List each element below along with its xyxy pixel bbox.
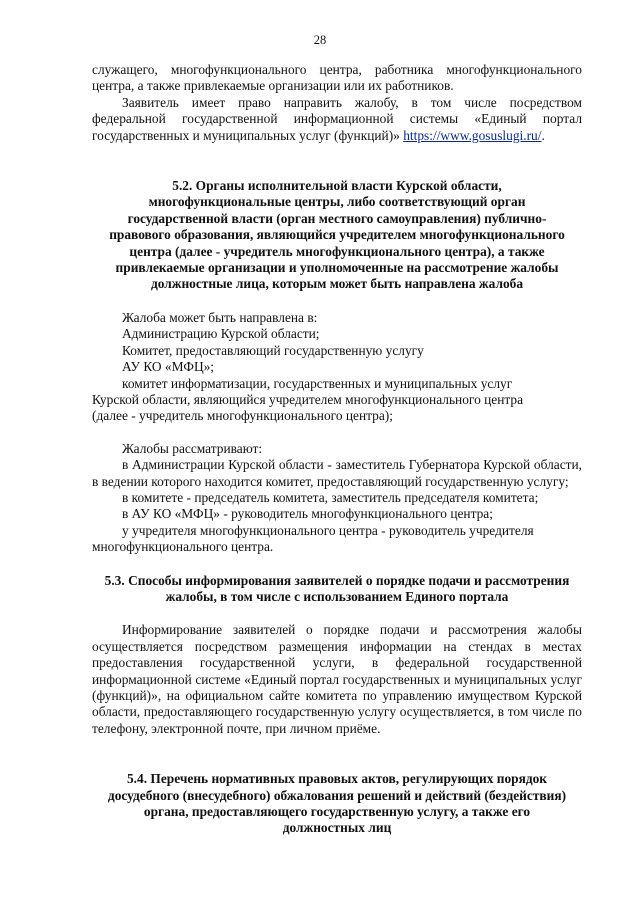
list-item: в комитете - председатель комитета, заместитель председателя комитета; — [122, 489, 539, 505]
list-item: у учредителя многофункционального центра - руководитель учредителя — [122, 522, 534, 538]
spacer — [92, 425, 582, 441]
heading-line: правового образования, являющийся учредителем многофункционального — [109, 227, 565, 243]
list-item-continuation: многофункционального центра. — [92, 539, 274, 555]
heading-line: жалобы, в том числе с использованием Единого портала — [165, 588, 509, 604]
section-5-3-body: Информирование заявителей о порядке подачи и рассмотрения жалобы осуществляется посредством размещения информации на стендах в местах предоставления государственной услуги, в федеральной государственной информационной системе «Единый портал государственных и муниципальных услуг (функций)», на официальном сайте комитета по управлению имуществом Курской области, предоставляющего государственную услугу осуществляется, в том числе по телефону, электронной почте, при личном приёме. — [92, 622, 582, 736]
list-item: Жалоба может быть направлена в: — [122, 309, 318, 325]
list-item: комитет информатизации, государственных и муниципальных услуг — [122, 375, 513, 391]
section-5-3-heading — [92, 573, 582, 606]
heading-line: должностные лица, которым может быть направлена жалоба — [150, 276, 524, 292]
list-item-continuation: Курской области, являющийся учредителем многофункционального центра — [92, 391, 524, 407]
section-5-4-heading — [92, 771, 582, 837]
heading-line: 5.4. Перечень нормативных правовых актов, регулирующих порядок — [126, 771, 548, 787]
intro-paragraph-2-tail: . — [541, 127, 545, 143]
spacer — [92, 605, 582, 622]
page-number: 28 — [313, 33, 327, 47]
intro-paragraph-2-text: Заявитель имеет право направить жалобу, в том числе посредством федеральной государственной информационной системы «Единый портал государственных и муниципальных услуг (функций)» — [92, 94, 582, 143]
spacer — [92, 737, 582, 771]
spacer — [92, 144, 582, 178]
heading-line: 5.3. Способы информирования заявителей о порядке подачи и рассмотрения — [104, 572, 570, 588]
complaint-destination-list — [92, 310, 582, 425]
gosuslugi-link[interactable]: https://www.gosuslugi.ru/ — [403, 127, 542, 143]
list-item: АУ КО «МФЦ»; — [122, 359, 215, 375]
list-item-continuation: (далее - учредитель многофункционального центра); — [92, 408, 393, 424]
heading-line: органа, предоставляющего государственную услугу, а также его — [143, 804, 531, 820]
document-body — [92, 62, 582, 837]
spacer — [92, 293, 582, 310]
heading-line: государственной власти (орган местного самоуправления) публично- — [127, 210, 547, 226]
list-item: Администрацию Курской области; — [122, 326, 320, 342]
heading-line: многофункциональные центры, либо соответствующий орган — [148, 194, 526, 210]
reviewers-title: Жалобы рассматривают: — [122, 440, 263, 456]
spacer — [92, 556, 582, 573]
heading-line: 5.2. Органы исполнительной власти Курской области, — [172, 178, 502, 194]
heading-line: должностных лиц — [282, 820, 392, 836]
list-item: в Администрации Курской области - заместитель Губернатора Курской области, в ведении которого находится комитет, предоставляющий государственную услугу; — [92, 457, 582, 489]
intro-paragraph-1: служащего, многофункционального центра, работника многофункционального центра, а также привлекаемые организации или их работников. — [92, 62, 582, 94]
list-item: Комитет, предоставляющий государственную услугу — [122, 342, 424, 358]
intro-paragraph-2 — [92, 95, 582, 144]
heading-line: центра (далее - учредитель многофункционального центра), а также — [129, 243, 545, 259]
heading-line: досудебного (внесудебного) обжалования решений и действий (бездействия) — [107, 787, 567, 803]
complaint-reviewers-list — [92, 441, 582, 556]
heading-line: привлекаемые организации и уполномоченные на рассмотрение жалобы — [115, 260, 559, 276]
list-item: в АУ КО «МФЦ» - руководитель многофункционального центра; — [122, 506, 493, 522]
section-5-2-heading — [92, 178, 582, 293]
